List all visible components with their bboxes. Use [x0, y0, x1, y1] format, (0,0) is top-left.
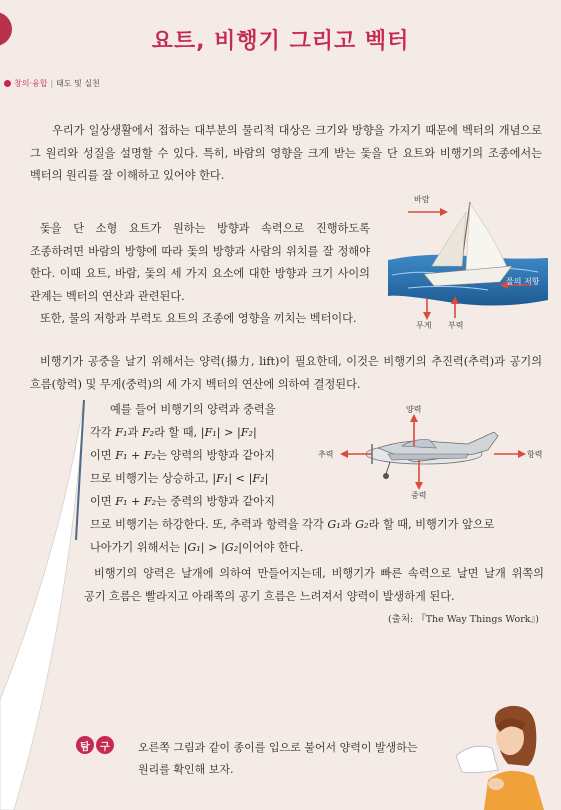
resistance-label: 물의 저항 — [506, 277, 540, 286]
p5-line6c: 라 할 때, 비행기가 앞으로 — [368, 518, 495, 531]
p5-line1: 예를 들어 비행기의 양력과 중력을 — [110, 403, 276, 416]
thrust-label: 추력 — [318, 450, 334, 459]
plane-figure — [318, 402, 550, 502]
inequality-gt: |F₁| > |F₂| — [200, 426, 257, 439]
yacht-figure — [388, 195, 548, 330]
explore-text: 오른쪽 그림과 같이 종이를 입으로 불어서 양력이 발생하는 원리를 확인해 보자. — [138, 741, 418, 776]
paragraph-intro: 우리가 일상생활에서 접하는 대부분의 물리적 대상은 크기와 방향을 가지기 때문에 벡터의 개념으로 그 원리와 성질을 설명할 수 있다. 특히, 바람의 영향을 크게 받는 돛을 단 요트와 비행기의 조종에서는 벡터의 원리를 잘 이해하고 있어야 한다. — [30, 124, 542, 182]
p5-line3b: 는 양력의 방향과 같아지 — [156, 449, 275, 462]
yacht-illustration — [388, 200, 548, 330]
explore-badge-char-1: 탐 — [76, 736, 94, 754]
wind-arrow-icon — [408, 206, 448, 218]
vector-g1: G₁ — [327, 518, 341, 531]
p5-line7a: 나아가기 위해서는 — [90, 541, 181, 554]
vector-sum-2: F₁ + F₂ — [115, 495, 157, 508]
gravity-label: 중력 — [411, 491, 427, 500]
page-title: 요트, 비행기 그리고 벡터 — [151, 29, 410, 54]
buoyancy-label: 부력 — [448, 321, 464, 330]
source-citation: (출처: 『The Way Things Work』) — [387, 614, 539, 625]
paragraph-wing: 비행기의 양력은 날개에 의하여 만들어지는데, 비행기가 빠른 속력으로 날면 날개 위쪽의 공기 흐름은 빨라지고 아래쪽의 공기 흐름은 느려져서 양력이 발생하게 된다. — [84, 567, 544, 603]
explore-badge-char-2: 구 — [96, 736, 114, 754]
p5-line4a: 므로 비행기는 상승하고, — [90, 472, 209, 485]
wind-label: 바람 — [414, 195, 430, 204]
tag-category: 창의·융합 — [14, 78, 48, 88]
vector-g2: G₂ — [355, 518, 369, 531]
tag-subcategory: 태도 및 실천 — [56, 78, 100, 88]
p5-line6a: 므로 비행기는 하강한다. 또, 추력과 항력을 각각 — [90, 518, 324, 531]
p5-line7b: 이어야 한다. — [242, 541, 304, 554]
paragraph-resistance: 또한, 물의 저항과 부력도 요트의 조종에 영향을 끼치는 벡터이다. — [40, 312, 357, 325]
p5-line3a: 이면 — [90, 449, 112, 462]
paragraph-lift: 비행기가 공중을 날기 위해서는 양력(揚力, lift)이 필요한데, 이것은 비행기의 추진력(추력)과 공기의 흐름(항력) 및 무게(중력)의 세 가지 벡터의 연산에 의하여 결정된다. — [30, 355, 542, 391]
inequality-lt: |F₁| < |F₂| — [212, 472, 269, 485]
girl-blowing-paper-illustration — [448, 700, 558, 810]
buoyancy-arrow-icon — [450, 296, 460, 318]
inequality-g: |G₁| > |G₂| — [183, 541, 242, 554]
lift-label: 양력 — [406, 405, 422, 414]
drag-arrow-icon — [494, 449, 526, 459]
p5-line2c: 라 할 때, — [154, 426, 198, 439]
weight-arrow-icon — [422, 298, 432, 320]
thrust-arrow-icon — [340, 449, 372, 459]
p5-line5b: 는 중력의 방향과 같아지 — [156, 495, 275, 508]
tag-dot-icon — [4, 80, 11, 87]
gravity-arrow-icon — [414, 460, 424, 490]
p5-line6b: 과 — [340, 518, 352, 531]
section-tagline — [4, 75, 100, 91]
lift-arrow-icon — [409, 414, 419, 446]
vector-sum-1: F₁ + F₂ — [115, 449, 157, 462]
tag-separator: | — [50, 78, 54, 88]
vector-f2: F₂ — [141, 426, 155, 439]
vector-f1: F₁ — [115, 426, 128, 439]
weight-label: 무게 — [416, 321, 432, 330]
paragraph-yacht: 돛을 단 소형 요트가 원하는 방향과 속력으로 진행하도록 조종하려면 바람의 방향에 따라 돛의 방향과 사람의 위치를 잘 정해야 한다. 이때 요트, 바람, 돛의 세 가지 요소에 대한 방향과 크기 사이의 관계는 벡터의 연산과 관련된다. — [30, 222, 370, 303]
p5-line2b: 과 — [127, 426, 139, 439]
p5-line2a: 각각 — [90, 426, 112, 439]
explore-badge — [76, 736, 114, 754]
p5-line5a: 이면 — [90, 495, 112, 508]
drag-label: 항력 — [527, 450, 543, 459]
